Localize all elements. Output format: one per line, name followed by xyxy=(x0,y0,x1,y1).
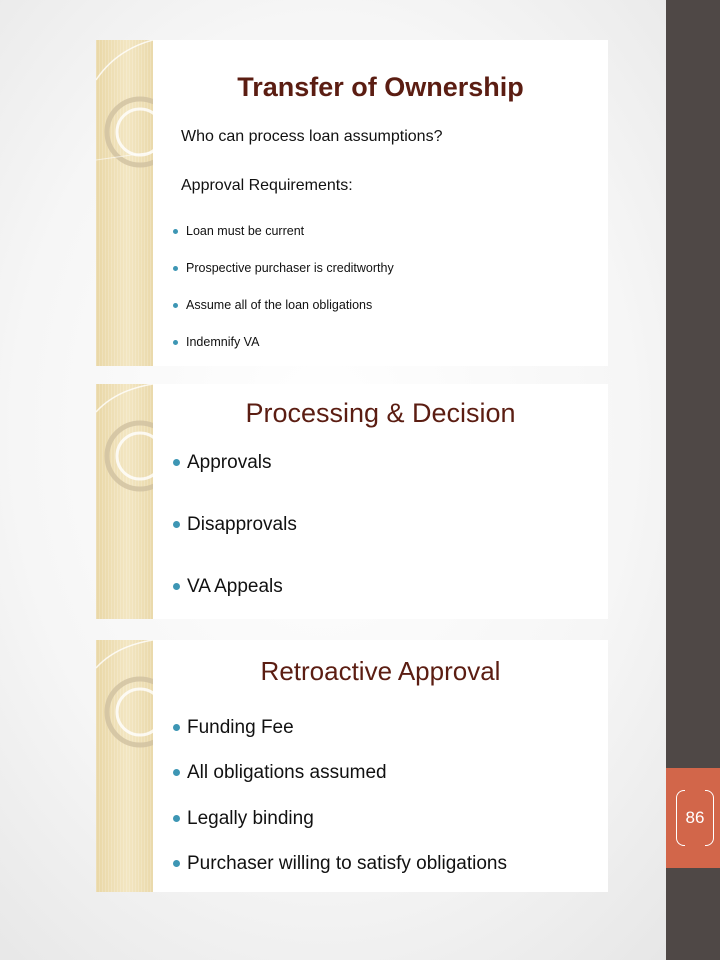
list-item: All obligations assumed xyxy=(187,762,387,784)
decorative-strip xyxy=(96,40,153,366)
list-item: Prospective purchaser is creditworthy xyxy=(187,261,394,275)
slide-title: Retroactive Approval xyxy=(260,656,501,686)
list-item: Funding Fee xyxy=(187,717,294,739)
page-number: 86 xyxy=(685,808,705,827)
bullet-icon xyxy=(173,521,180,528)
page-number-frame xyxy=(676,790,714,846)
slide-title: Transfer of Ownership xyxy=(237,72,524,102)
decorative-strip xyxy=(96,640,153,892)
decorative-circles-icon xyxy=(96,40,153,366)
bullet-icon xyxy=(173,266,178,271)
bullet-icon xyxy=(173,769,180,776)
list-item: Approvals xyxy=(187,452,272,474)
slide-transfer-of-ownership xyxy=(96,40,608,366)
bullet-icon xyxy=(173,340,178,345)
bullet-icon xyxy=(173,459,180,466)
slide-processing-decision xyxy=(96,384,608,619)
bullet-icon xyxy=(173,229,178,234)
decorative-circles-icon xyxy=(96,384,153,619)
list-item: Disapprovals xyxy=(187,514,297,536)
subheading-text: Approval Requirements: xyxy=(181,177,353,194)
list-item: Indemnify VA xyxy=(187,335,259,349)
bullet-icon xyxy=(173,724,180,731)
list-item: Legally binding xyxy=(187,808,314,830)
slide-retroactive-approval xyxy=(96,640,608,892)
question-text: Who can process loan assumptions? xyxy=(181,128,443,145)
bullet-icon xyxy=(173,303,178,308)
list-item: VA Appeals xyxy=(187,576,283,598)
bullet-icon xyxy=(173,815,180,822)
list-item: Purchaser willing to satisfy obligations xyxy=(187,853,507,875)
decorative-strip xyxy=(96,384,153,619)
list-item: Loan must be current xyxy=(187,224,304,238)
bullet-icon xyxy=(173,583,180,590)
decorative-circles-icon xyxy=(96,640,153,892)
list-item: Assume all of the loan obligations xyxy=(187,298,372,312)
slide-title: Processing & Decision xyxy=(245,398,516,428)
bullet-icon xyxy=(173,860,180,867)
